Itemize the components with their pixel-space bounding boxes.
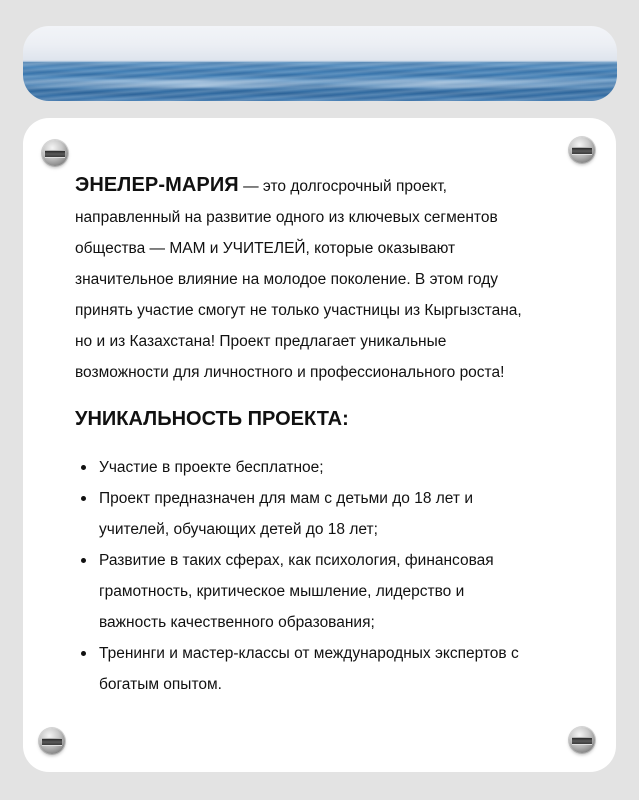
intro-line: принять участие смогут не только участницы из Кыргызстана, xyxy=(75,302,522,319)
intro-line: общества — МАМ и УЧИТЕЛЕЙ, которые оказывают xyxy=(75,240,456,257)
list-item-text: грамотность, критическое мышление, лидерство и xyxy=(99,583,465,600)
list-item xyxy=(75,638,595,700)
section-heading: УНИКАЛЬНОСТЬ ПРОЕКТА: xyxy=(75,408,349,430)
list-item-text: важность качественного образования; xyxy=(99,614,375,631)
list-item xyxy=(75,545,595,638)
sea-banner-image xyxy=(23,26,617,101)
list-item xyxy=(75,452,595,483)
intro-line: возможности для личностного и профессионального роста! xyxy=(75,364,505,381)
screw-icon xyxy=(39,728,65,754)
intro-line: — это долгосрочный проект, xyxy=(238,178,447,195)
list-item-text: Участие в проекте бесплатное; xyxy=(99,459,324,476)
screw-icon xyxy=(42,140,68,166)
list-item-text: Проект предназначен для мам с детьми до 18 лет и xyxy=(99,490,473,507)
bullet-icon xyxy=(81,496,86,501)
bullet-icon xyxy=(81,465,86,470)
sea-foam xyxy=(23,80,617,88)
intro-line: направленный на развитие одного из ключевых сегментов xyxy=(75,209,498,226)
bullet-icon xyxy=(81,651,86,656)
intro-line: значительное влияние на молодое поколение. В этом году xyxy=(75,271,499,288)
screw-icon xyxy=(569,137,595,163)
list-item-text: учителей, обучающих детей до 18 лет; xyxy=(99,521,378,538)
intro-paragraph xyxy=(75,170,595,388)
list-item-text: богатым опытом. xyxy=(99,676,222,693)
bullet-icon xyxy=(81,558,86,563)
features-list xyxy=(75,452,595,700)
list-item-text: Развитие в таких сферах, как психология, финансовая xyxy=(99,552,494,569)
intro-line: но и из Казахстана! Проект предлагает уникальные xyxy=(75,333,447,350)
screw-icon xyxy=(569,727,595,753)
list-item-text: Тренинги и мастер-классы от международных экспертов с xyxy=(99,645,519,662)
project-name: ЭНЕЛЕР-МАРИЯ xyxy=(75,174,239,196)
list-item xyxy=(75,483,595,545)
